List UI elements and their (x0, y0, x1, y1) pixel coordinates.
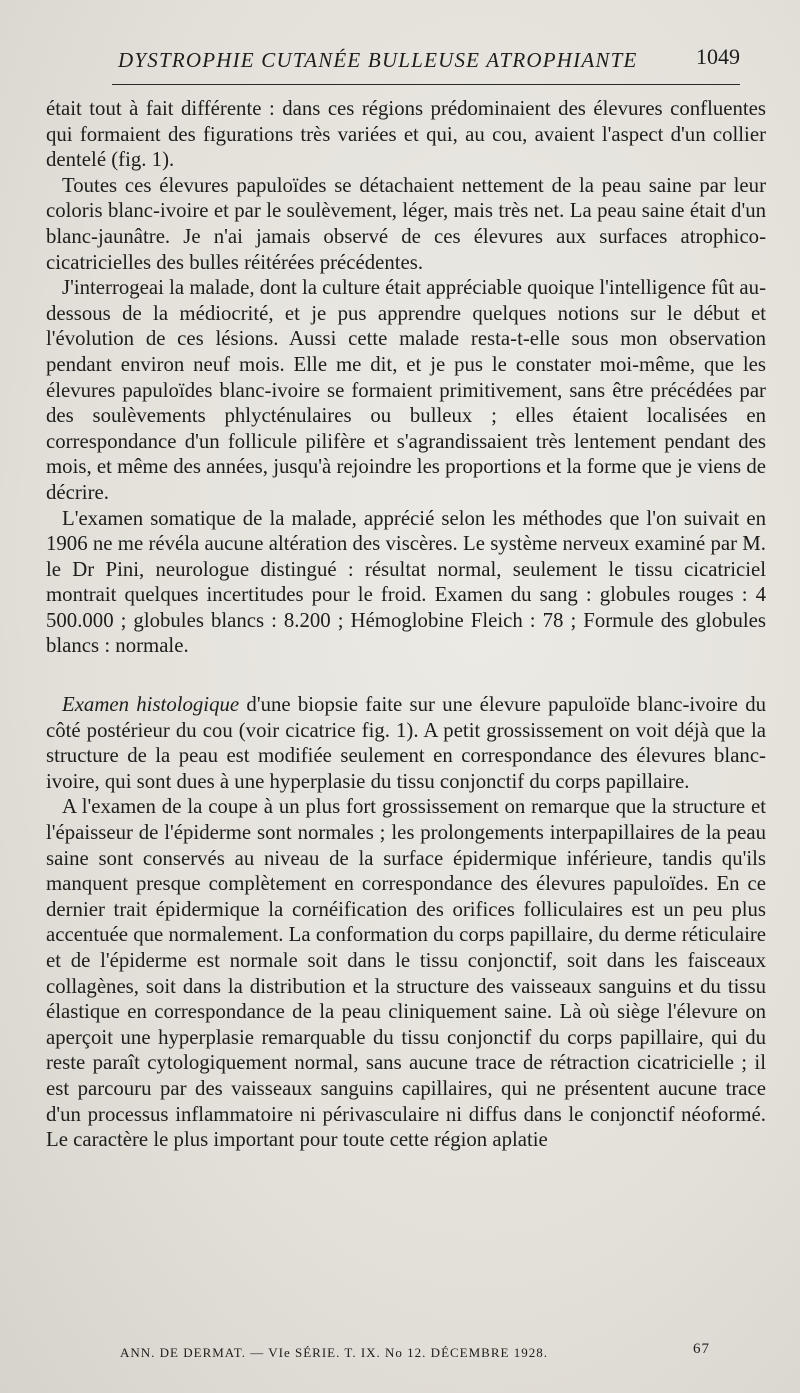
paragraph-interrogation: J'interrogeai la malade, dont la culture était appréciable quoique l'intelligence fût au-dessous de la médiocrité, et je pus apprendre quelques notions sur le début et l'évolution de ces lésions. Aussi cette malade resta-t-elle sous mon observation pendant environ neuf mois. Elle me dit, et je pus le constater moi-même, que les élevures papuloïdes blanc-ivoire se formaient primitivement, sans être précédées par des soulèvements phlycténulaires ou bulleux ; elles étaient localisées en correspondance d'un follicule pilifère et s'agrandissaient très lentement pendant des mois, et même des années, jusqu'à rejoindre les proportions et la forme que je viens de décrire. (46, 276, 766, 504)
signature-mark: 67 (693, 1341, 710, 1357)
paragraph-elevures: Toutes ces élevures papuloïdes se détachaient nettement de la peau saine par leur coloris blanc-ivoire et par le soulèvement, léger, mais très net. La peau saine était d'un blanc-jaunâtre. Je n'ai jamais observé de ces élevures aux surfaces atrophico-cicatricielles des bulles réitérées précédentes. (46, 173, 766, 274)
paragraph-fort-grossissement: A l'examen de la coupe à un plus fort grossissement on remarque que la structure et l'épaisseur de l'épiderme sont normales ; les prolongements interpapillaires de la peau saine sont conservés au niveau de la surface épidermique inférieure, tandis qu'ils manquent presque complètement en correspondance des élevures papuloïdes. En ce dernier trait épidermique la cornéification des orifices folliculaires est un peu plus accentuée que normalement. La conformation du corps papillaire, du derme réticulaire et de l'épiderme est normale soit dans le tissu conjonctif, soit dans les faisceaux collagènes, soit dans la distribution et la structure des vaisseaux sanguins et du tissu élastique en correspondance de la peau cliniquement saine. Là où siège l'élevure on aperçoit une hyperplasie remarquable du tissu conjonctif du corps papillaire, qui du reste paraît cytologiquement normal, sans aucune trace de rétraction cicatricielle ; il est parcouru par des vaisseaux sanguins capillaires, qui ne présentent aucune trace d'un processus inflammatoire ni périvasculaire ni diffus dans le conjonctif néoformé. Le caractère le plus important pour toute cette région aplatie (46, 795, 766, 1152)
paragraph-examen-somatique: L'examen somatique de la malade, apprécié selon les méthodes que l'on suivait en 1906 ne me révéla aucune altération des viscères. Le système nerveux examiné par M. le Dr Pini, neurologue distingué : résultat normal, seulement le tissu cicatriciel montrait quelques incertitudes pour le froid. Examen du sang : globules rouges : 4 500.000 ; globules blancs : 8.200 ; Hémoglobine Fleich : 78 ; Formule des globules blancs : normale. (46, 506, 766, 658)
body-text (46, 96, 766, 1153)
histology-lead-text: d'une biopsie faite sur une élevure papuloïde blanc-ivoire du côté postérieur du cou (voir cicatrice fig. 1). A petit grossissement on voit déjà que la structure de la peau est modifiée seulement en correspondance des élevures blanc-ivoire, qui sont dues à une hyperplasie du tissu conjonctif du corps papillaire. (46, 693, 766, 793)
header-rule (112, 84, 740, 85)
paragraph-examen-histologique (46, 692, 766, 794)
running-header (110, 44, 740, 74)
italic-lead: Examen histologique (62, 693, 240, 717)
page-footer (120, 1341, 720, 1365)
page-number: 1049 (696, 44, 740, 69)
paragraph-continuation: était tout à fait différente : dans ces régions prédominaient des élevures confluentes qui formaient des figurations très variées et qui, au cou, avaient l'aspect d'un collier dentelé (fig. 1). (46, 97, 766, 172)
running-title: DYSTROPHIE CUTANÉE BULLEUSE ATROPHIANTE (118, 48, 638, 72)
journal-citation: ANN. DE DERMAT. — VIe SÉRIE. T. IX. No 12. DÉCEMBRE 1928. (120, 1345, 548, 1360)
section-gap (46, 659, 766, 692)
